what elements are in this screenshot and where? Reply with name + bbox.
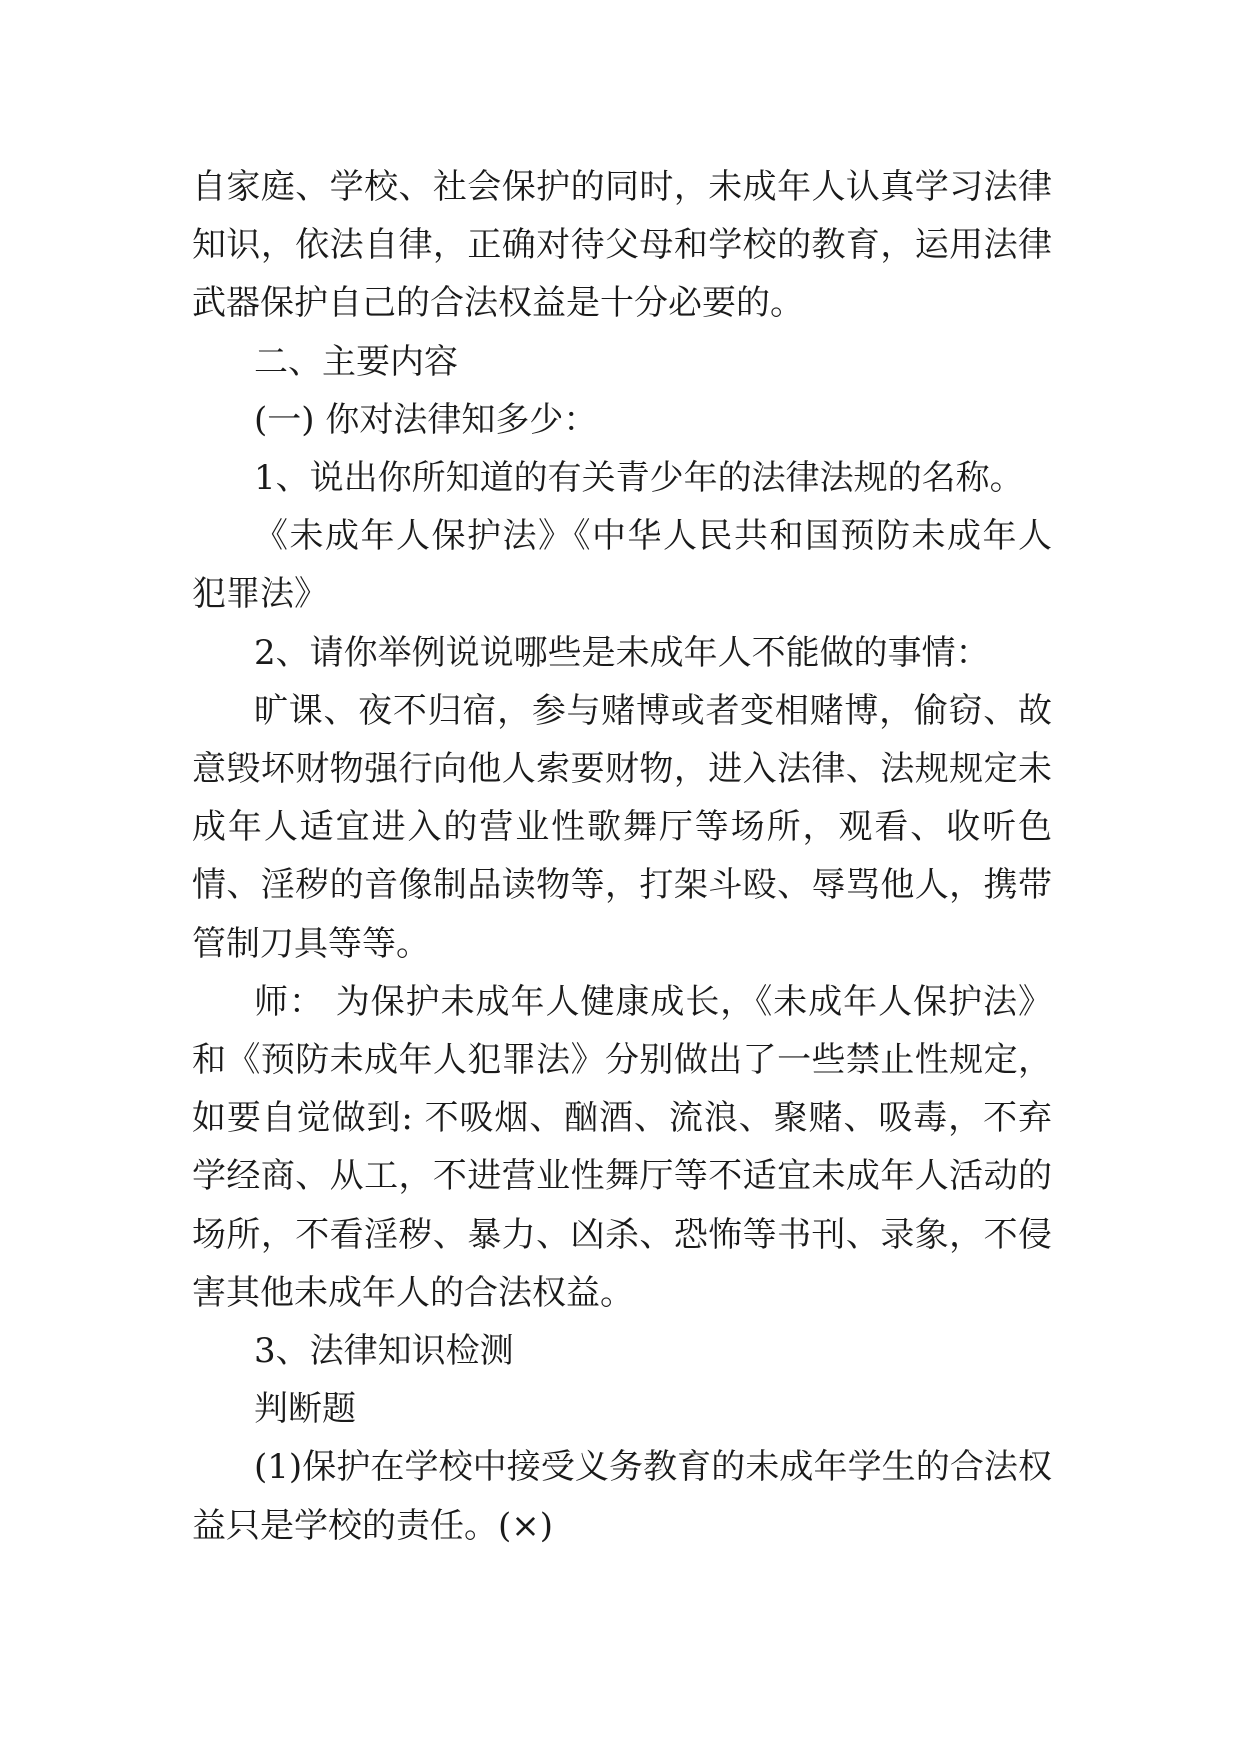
answer-2: 旷课、夜不归宿，参与赌博或者变相赌博，偷窃、故意毁坏财物强行向他人索要财物，进入法律、法规规定未成年人适宜进入的营业性歌舞厅等场所，观看、收听色情、淫秽的音像制品读物等，打架斗殴、辱骂他人，携带管制刀具等等。 [192, 690, 1052, 964]
question-1: 1、说出你所知道的有关青少年的法律法规的名称。 [254, 458, 1024, 499]
question-3: 3、法律知识检测 [254, 1331, 514, 1372]
answer-1: 《未成年人保护法》《中华人民共和国预防未成年人犯罪法》 [192, 516, 1052, 615]
true-false-heading: 判断题 [254, 1389, 356, 1430]
document-body [192, 158, 1052, 1555]
true-false-item-1: (1)保护在学校中接受义务教育的未成年学生的合法权益只是学校的责任。(×) [192, 1447, 1052, 1546]
subsection-heading: (一) 你对法律知多少： [254, 399, 598, 440]
teacher-remark: 师： 为保护未成年人健康成长，《未成年人保护法》和《预防未成年人犯罪法》分别做出了一些禁止性规定，如要自觉做到: 不吸烟、酗酒、流浪、聚赌、吸毒，不弃学经商、从工，不进营业性舞厅等不适宜未成年人活动的场所，不看淫秽、暴力、凶杀、恐怖等书刊、录象，不侵害其他未成年人的合法权益。 [192, 981, 1052, 1313]
paragraph-continuation: 自家庭、学校、社会保护的同时，未成年人认真学习法律知识，依法自律，正确对待父母和学校的教育，运用法律武器保护自己的合法权益是十分必要的。 [192, 167, 1052, 324]
question-2: 2、请你举例说说哪些是未成年人不能做的事情： [254, 632, 990, 673]
section-heading-main-content: 二、主要内容 [254, 341, 458, 382]
